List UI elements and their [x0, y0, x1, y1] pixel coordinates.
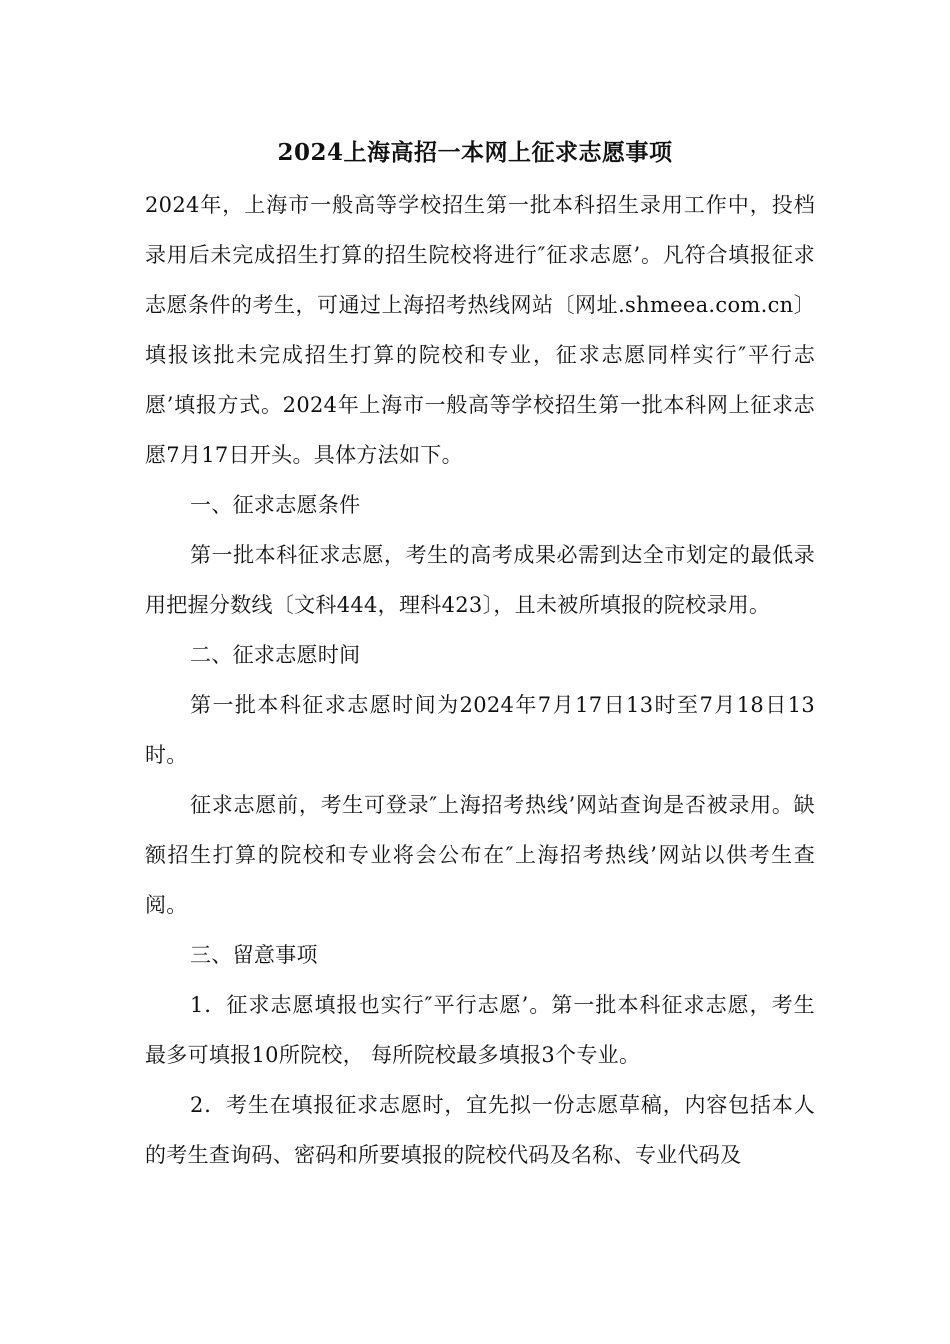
- document-title: 2024上海高招一本网上征求志愿事项: [277, 139, 673, 166]
- intro-paragraph: 2024年，上海市一般高等学校招生第一批本科招生录用工作中，投档录用后未完成招生打算的招生院校将进行″征求志愿’。凡符合填报征求志愿条件的考生，可通过上海招考热线网站〔网址.shmeea.com.cn〕填报该批未完成招生打算的院校和专业，征求志愿同样实行″平行志愿’填报方式。2024年上海市一般高等学校招生第一批本科网上征求志愿7月17日开头。具体方法如下。: [145, 193, 815, 467]
- section-heading-time: 二、征求志愿时间: [190, 643, 361, 667]
- document-body: [145, 180, 815, 1180]
- section-heading-notes: 三、留意事项: [190, 943, 318, 967]
- query-paragraph: 征求志愿前，考生可登录″上海招考热线’网站查询是否被录用。缺额招生打算的院校和专业将会公布在″上海招考热线’网站以供考生查阅。: [145, 793, 815, 917]
- conditions-paragraph: 第一批本科征求志愿，考生的高考成果必需到达全市划定的最低录用把握分数线〔文科444，理科423〕，且未被所填报的院校录用。: [145, 543, 815, 617]
- time-paragraph: 第一批本科征求志愿时间为2024年7月17日13时至7月18日13时。: [145, 693, 815, 767]
- note-item-2: 2．考生在填报征求志愿时，宜先拟一份志愿草稿，内容包括本人的考生查询码、密码和所要填报的院校代码及名称、专业代码及: [145, 1093, 815, 1167]
- section-heading-conditions: 一、征求志愿条件: [190, 493, 361, 517]
- note-item-1: 1．征求志愿填报也实行″平行志愿’。第一批本科征求志愿，考生最多可填报10所院校， 每所院校最多填报3个专业。: [145, 993, 815, 1067]
